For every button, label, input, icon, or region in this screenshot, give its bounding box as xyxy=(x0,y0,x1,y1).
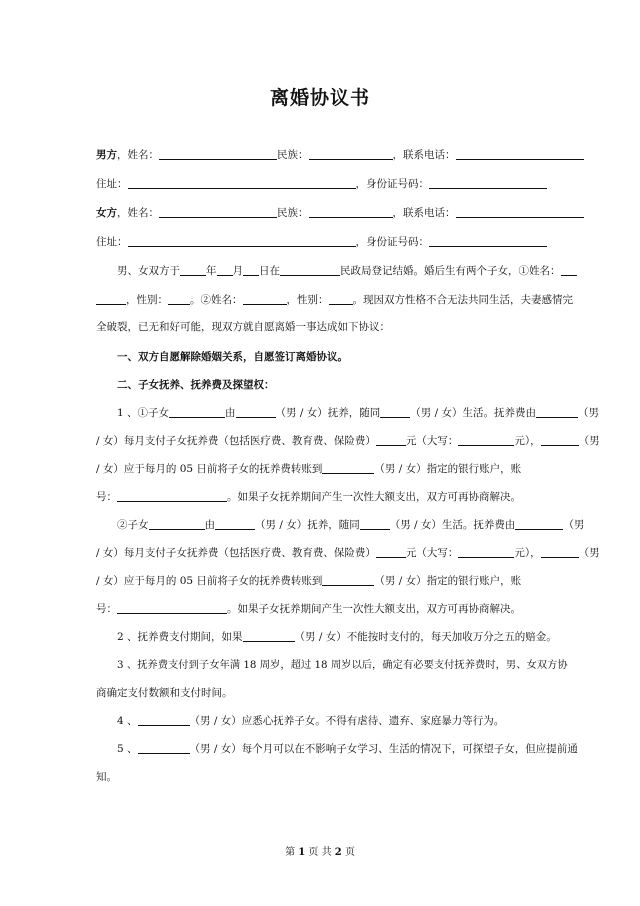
item4-party-field[interactable] xyxy=(138,714,190,726)
child1-livewith-field[interactable] xyxy=(380,406,410,418)
woman-name-field[interactable] xyxy=(159,206,277,218)
marriage-day-field[interactable] xyxy=(243,264,259,276)
child2-line-3: / 女）应于每月的 05 日前将子女的抚养费转账到 （男 / 女）指定的银行账户，账 xyxy=(96,575,522,587)
item-4-line: 4 、 （男 / 女）应悉心抚养子女。不得有虐待、遗弃、家庭暴力等行为。 xyxy=(117,715,505,727)
child2-custodian-field[interactable] xyxy=(215,518,255,530)
child2-payer2-field[interactable] xyxy=(541,546,579,558)
child1-custodian-field[interactable] xyxy=(236,406,276,418)
man-address-field[interactable] xyxy=(128,177,356,189)
current-page-number: 1 xyxy=(298,847,306,858)
woman-address-field[interactable] xyxy=(128,235,356,247)
child1-payer2-field[interactable] xyxy=(541,434,579,446)
child2-child-field[interactable] xyxy=(149,518,205,530)
woman-address-line: 住址： ，身份证号码： xyxy=(96,235,548,249)
section-1-heading: 一、双方自愿解除婚姻关系，自愿签订离婚协议。 xyxy=(117,351,348,363)
marriage-month-field[interactable] xyxy=(217,264,233,276)
child2-gender-field[interactable] xyxy=(329,293,353,305)
child1-line-1: 1 、①子女 由 （男 / 女）抚养，随同 （男 / 女）生活。抚养费由 （男 xyxy=(117,407,599,419)
child1-name-field-b[interactable] xyxy=(96,293,126,305)
child2-recipient-field[interactable] xyxy=(322,574,374,586)
man-ethnicity-field[interactable] xyxy=(309,148,393,160)
child1-payer-field[interactable] xyxy=(536,406,578,418)
woman-ethnicity-field[interactable] xyxy=(309,206,393,218)
child1-account-field[interactable] xyxy=(117,490,227,502)
page-title: 离婚协议书 xyxy=(269,87,370,109)
child2-livewith-field[interactable] xyxy=(360,518,390,530)
woman-id-field[interactable] xyxy=(429,235,547,247)
child1-recipient-field[interactable] xyxy=(322,462,374,474)
child1-gender-field[interactable] xyxy=(168,293,190,305)
woman-phone-field[interactable] xyxy=(456,206,584,218)
child1-amount-field[interactable] xyxy=(376,434,406,446)
child2-line-2: / 女）每月支付子女抚养费（包括医疗费、教育费、保险费） 元（大写： 元）， （男 xyxy=(96,547,600,559)
item2-party-field[interactable] xyxy=(243,630,295,642)
man-phone-field[interactable] xyxy=(456,148,584,160)
child2-amount-words-field[interactable] xyxy=(458,546,514,558)
child1-line-3: / 女）应于每月的 05 日前将子女的抚养费转账到 （男 / 女）指定的银行账户，账 xyxy=(96,463,522,475)
man-name-line: 男方，姓名： 民族： ，联系电话： xyxy=(96,148,548,162)
item-3-line-1: 3 、抚养费支付到子女年满 18 周岁，超过 18 周岁以后，确定有必要支付抚养费时，男、女双方协 xyxy=(117,659,568,671)
child2-account-field[interactable] xyxy=(117,602,227,614)
child2-line-1: ②子女 由 （男 / 女）抚养，随同 （男 / 女）生活。抚养费由 （男 xyxy=(117,519,585,531)
child1-line-2: / 女）每月支付子女抚养费（包括医疗费、教育费、保险费） 元（大写： 元）， （男 xyxy=(96,435,600,447)
man-address-line: 住址： ，身份证号码： xyxy=(96,177,548,191)
item5-party-field[interactable] xyxy=(138,742,190,754)
item-5-line-1: 5 、 （男 / 女）每个月可以在不影响子女学习、生活的情况下，可探望子女，但应提前通 xyxy=(117,743,578,755)
woman-name-line: 女方，姓名： 民族： ，联系电话： xyxy=(96,206,548,220)
child2-payer-field[interactable] xyxy=(515,518,563,530)
marriage-year-field[interactable] xyxy=(180,264,206,276)
intro-line-1: 男、女双方于 年 月 日在 民政局登记结婚。婚后生有两个子女，①姓名： xyxy=(96,264,548,278)
man-label: 男方 xyxy=(96,149,117,161)
child1-child-field[interactable] xyxy=(169,406,225,418)
item-3-line-2: 商确定支付数额和支付时间。 xyxy=(96,687,233,699)
total-page-number: 2 xyxy=(334,847,342,858)
child2-amount-field[interactable] xyxy=(376,546,406,558)
man-id-field[interactable] xyxy=(429,177,547,189)
page-footer: 第 1 页 共 2 页 xyxy=(285,847,355,858)
man-name-field[interactable] xyxy=(159,148,277,160)
intro-line-2: ，性别： 。②姓名： ，性别： 。现因双方性格不合无法共同生活，夫妻感情完 xyxy=(96,293,548,307)
child1-name-field-a[interactable] xyxy=(561,264,577,276)
section-2-heading: 二、子女抚养、抚养费及探望权： xyxy=(117,379,275,391)
registry-office-field[interactable] xyxy=(280,264,340,276)
child1-amount-words-field[interactable] xyxy=(458,434,514,446)
child1-line-4: 号： 。如果子女抚养期间产生一次性大额支出，双方可再协商解决。 xyxy=(96,491,521,503)
woman-label: 女方 xyxy=(96,207,117,219)
child2-line-4: 号： 。如果子女抚养期间产生一次性大额支出，双方可再协商解决。 xyxy=(96,603,521,615)
child2-name-field[interactable] xyxy=(243,293,287,305)
item-2-line: 2 、抚养费支付期间，如果 （男 / 女）不能按时支付的，每天加收万分之五的赔金。 xyxy=(117,631,557,643)
item-5-line-2: 知。 xyxy=(96,771,117,783)
intro-line-3: 全破裂，已无和好可能，现双方就自愿离婚一事达成如下协议： xyxy=(96,321,390,333)
